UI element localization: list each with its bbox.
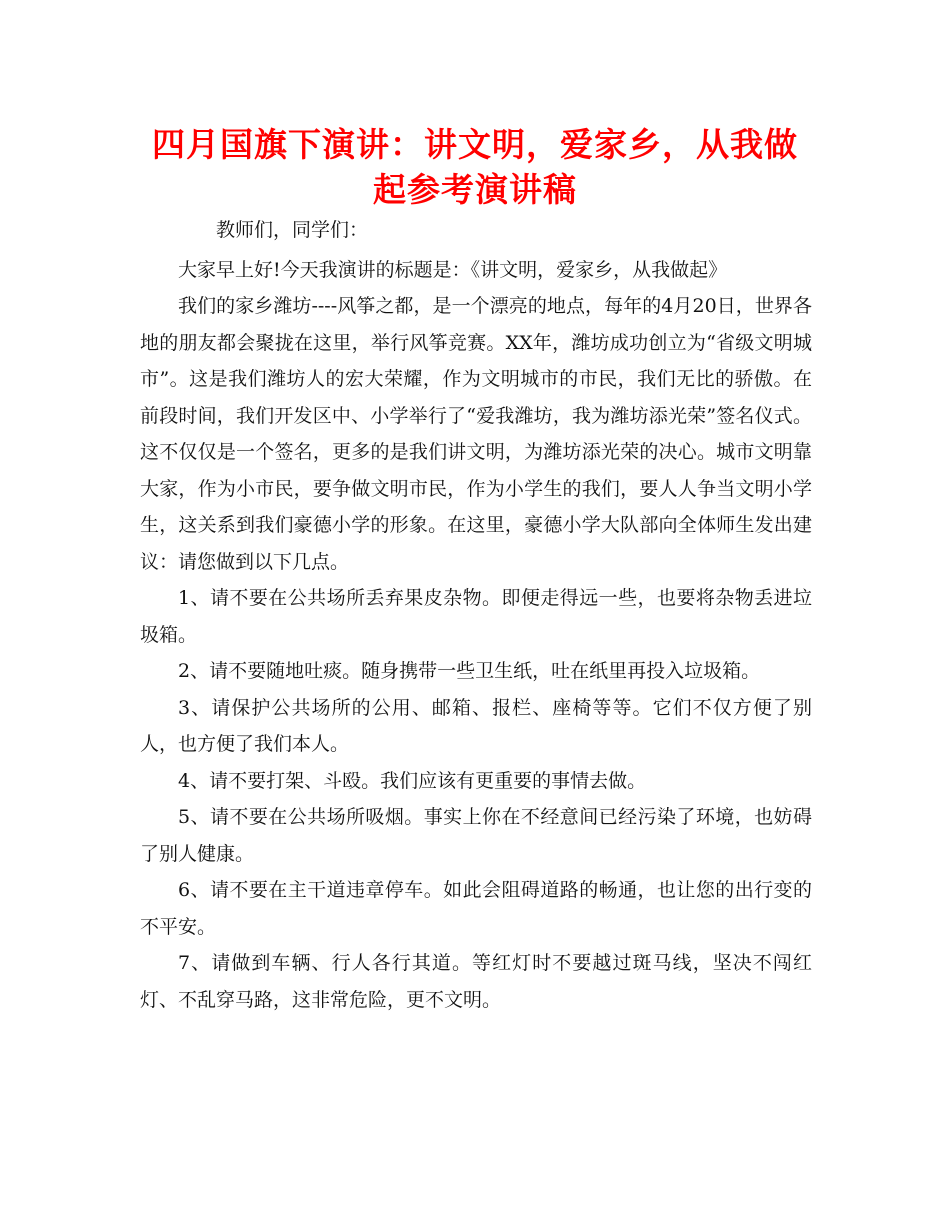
suggestion-item-6: 6、请不要在主干道违章停车。如此会阻碍道路的畅通，也让您的出行变的不平安。 [140, 879, 812, 938]
main-paragraph: 我们的家乡潍坊----风筝之都，是一个漂亮的地点，每年的4月20日，世界各地的朋友都会聚拢在这里，举行风筝竞赛。XX年，潍坊成功创立为“省级文明城市”。这是我们潍坊人的宏大荣耀，作为文明城市的市民，我们无比的骄傲。在前段时间，我们开发区中、小学举行了“爱我潍坊，我为潍坊添光荣”签名仪式。这不仅仅是一个签名，更多的是我们讲文明，为潍坊添光荣的决心。城市文明靠大家，作为小市民，要争做文明市民，作为小学生的我们，要人人争当文明小学生，这关系到我们豪德小学的形象。在这里，豪德小学大队部向全体师生发出建议：请您做到以下几点。 [140, 295, 812, 573]
intro-paragraph: 大家早上好!今天我演讲的标题是：《讲文明，爱家乡，从我做起》 [178, 258, 728, 281]
document-body [140, 212, 812, 1018]
suggestion-item-5: 5、请不要在公共场所吸烟。事实上你在不经意间已经污染了环境，也妨碍了别人健康。 [140, 806, 812, 865]
document-title: 四月国旗下演讲：讲文明，爱家乡，从我做起参考演讲稿 [152, 125, 798, 209]
suggestion-item-4: 4、请不要打架、斗殴。我们应该有更重要的事情去做。 [178, 769, 647, 792]
suggestion-item-7: 7、请做到车辆、行人各行其道。等红灯时不要越过斑马线，坚决不闯红灯、不乱穿马路，这非常危险，更不文明。 [140, 952, 812, 1011]
suggestion-item-1: 1、请不要在公共场所丢弃果皮杂物。即便走得远一些，也要将杂物丢进垃圾箱。 [140, 587, 812, 646]
greeting-paragraph: 教师们，同学们： [216, 219, 369, 241]
suggestion-item-2: 2、请不要随地吐痰。随身携带一些卫生纸，吐在纸里再投入垃圾箱。 [178, 660, 761, 682]
suggestion-item-3: 3、请保护公共场所的公用、邮箱、报栏、座椅等等。它们不仅方便了别人，也方便了我们本人。 [140, 696, 812, 755]
